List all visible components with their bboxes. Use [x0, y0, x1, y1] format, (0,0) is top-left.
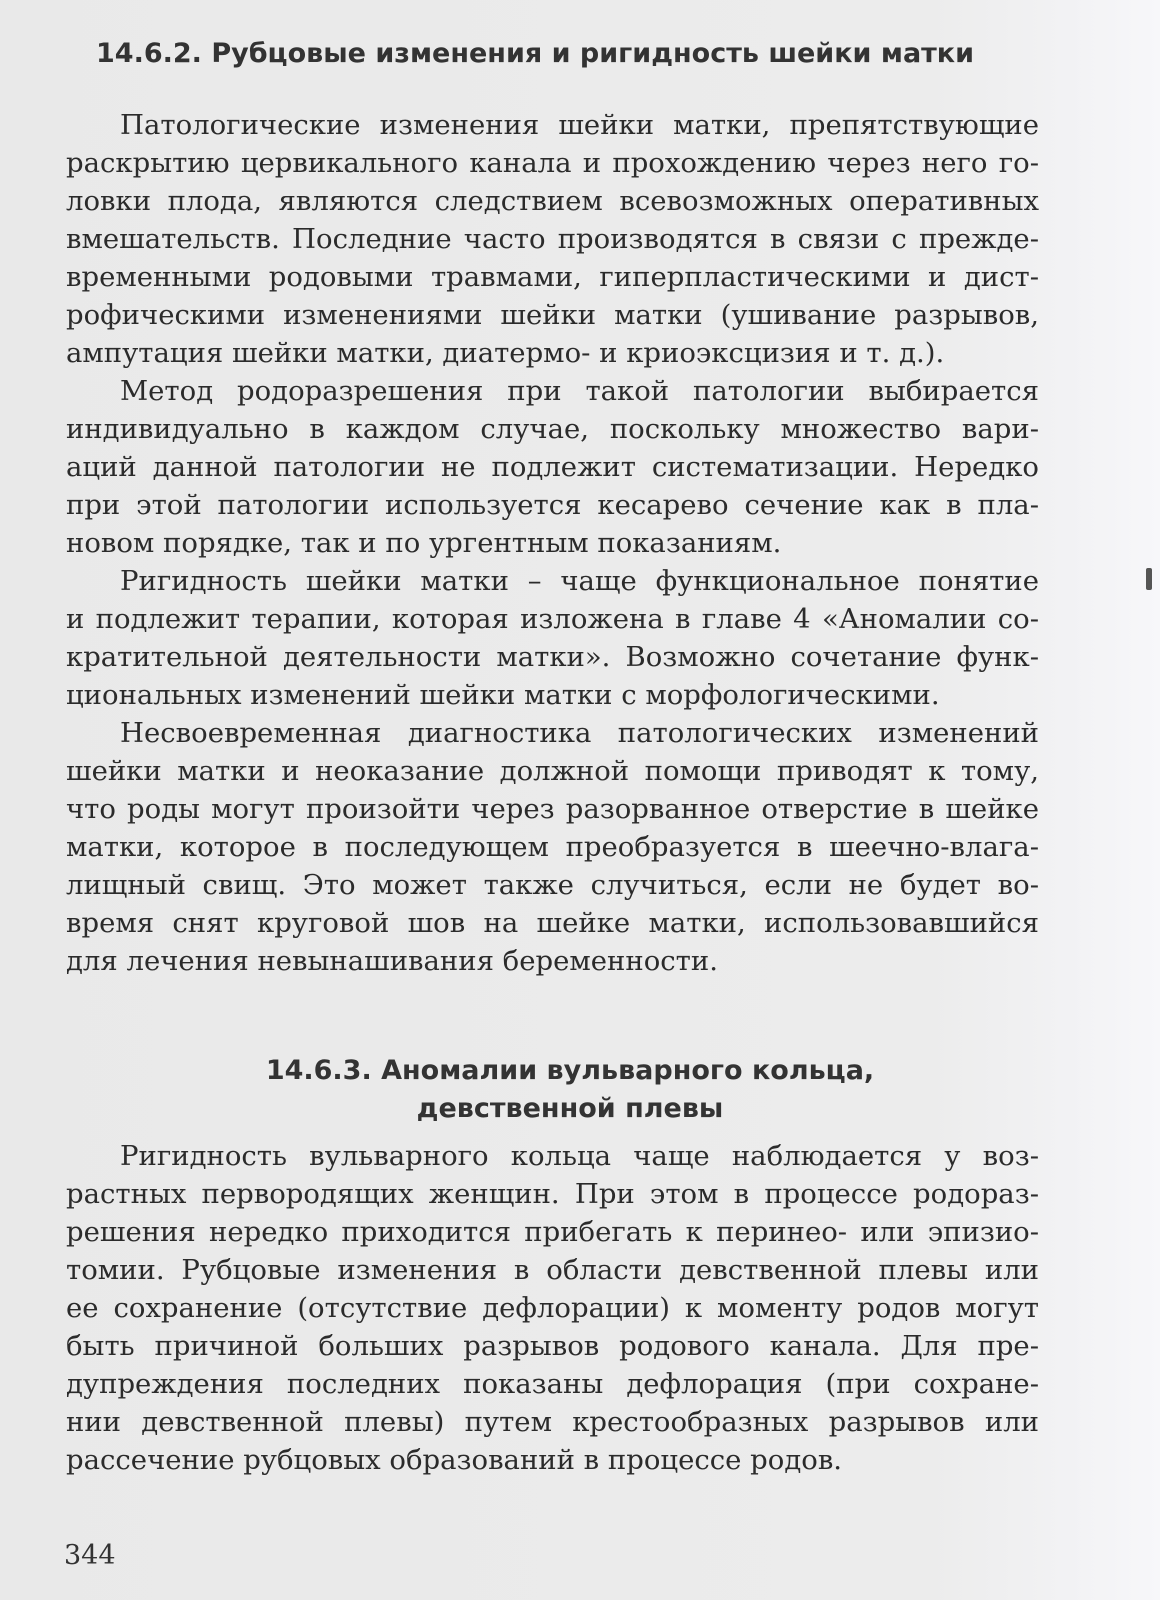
text-line: новом порядке, так и по ургентным показаниям.: [66, 527, 782, 559]
text-line: быть причиной больших разрывов родового канала. Для пре-: [66, 1330, 1039, 1362]
text-line: Несвоевременная диагностика патологических изменений: [120, 717, 1039, 749]
text-line: ловки плода, являются следствием всевозможных оперативных: [66, 185, 1039, 217]
section-heading-line: 14.6.3. Аномалии вульварного кольца,: [265, 1055, 875, 1086]
text-line: Метод родоразрешения при такой патологии выбирается: [120, 375, 1039, 407]
text-line: индивидуально в каждом случае, поскольку множество вари-: [66, 413, 1039, 445]
text-line: аций данной патологии не подлежит систематизации. Нередко: [66, 451, 1039, 483]
text-line: рассечение рубцовых образований в процессе родов.: [66, 1444, 843, 1476]
text-line: временными родовыми травмами, гиперпластическими и дист-: [66, 261, 1039, 293]
text-line: томии. Рубцовые изменения в области девственной плевы или: [66, 1254, 1039, 1286]
text-line: время снят круговой шов на шейке матки, использовавшийся: [66, 907, 1039, 939]
text-line: решения нередко приходится прибегать к перинео- или эпизио-: [66, 1216, 1039, 1248]
text-line: ампутация шейки матки, диатермо- и криоэксцизия и т. д.).: [66, 337, 945, 369]
text-line: Ригидность шейки матки – чаще функциональное понятие: [120, 565, 1039, 597]
page-edge-mark: [1146, 568, 1152, 590]
text-line: растных первородящих женщин. При этом в процессе родораз-: [66, 1178, 1039, 1210]
text-line: лищный свищ. Это может также случиться, если не будет во-: [66, 869, 1039, 901]
text-line: и подлежит терапии, которая изложена в главе 4 «Аномалии со-: [66, 603, 1039, 635]
text-line: дупреждения последних показаны дефлорация (при сохране-: [66, 1368, 1039, 1400]
text-line: кратительной деятельности матки». Возможно сочетание функ-: [66, 641, 1039, 673]
text-line: для лечения невынашивания беременности.: [66, 945, 718, 977]
page-number: 344: [64, 1540, 116, 1571]
text-line: рофическими изменениями шейки матки (ушивание разрывов,: [66, 299, 1039, 331]
text-line: что роды могут произойти через разорванное отверстие в шейке: [66, 793, 1039, 825]
section-heading-14-6-2: 14.6.2. Рубцовые изменения и ригидность шейки матки: [96, 38, 975, 69]
text-line: Патологические изменения шейки матки, препятствующие: [120, 109, 1039, 141]
section-heading-14-6-3: [100, 1052, 1040, 1128]
text-line: матки, которое в последующем преобразуется в шеечно-влага-: [66, 831, 1039, 863]
text-line: шейки матки и неоказание должной помощи приводят к тому,: [66, 755, 1039, 787]
text-line: Ригидность вульварного кольца чаще наблюдается у воз-: [120, 1140, 1039, 1172]
text-line: нии девственной плевы) путем крестообразных разрывов или: [66, 1406, 1039, 1438]
text-line: циональных изменений шейки матки с морфологическими.: [66, 679, 940, 711]
text-line: при этой патологии используется кесарево сечение как в пла-: [66, 489, 1039, 521]
section-heading-line: девственной плевы: [416, 1093, 724, 1124]
text-line: ее сохранение (отсутствие дефлорации) к моменту родов могут: [66, 1292, 1039, 1324]
text-line: раскрытию цервикального канала и прохождению через него го-: [66, 147, 1039, 179]
text-line: вмешательств. Последние часто производятся в связи с прежде-: [66, 223, 1039, 255]
